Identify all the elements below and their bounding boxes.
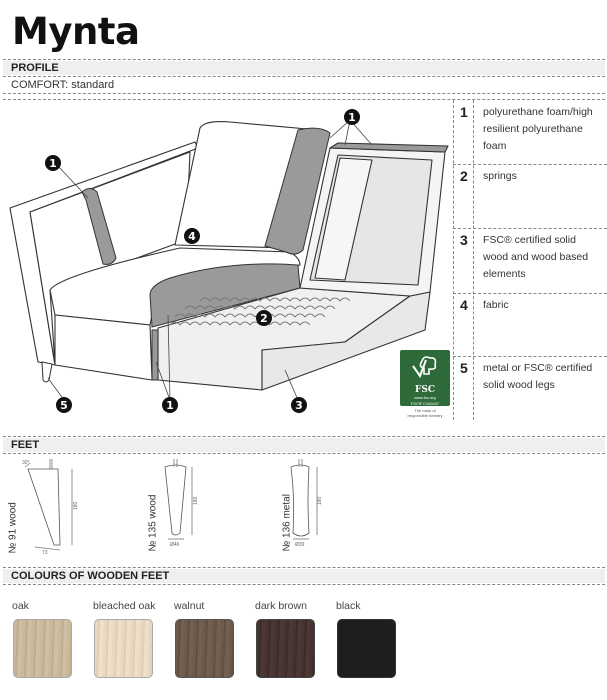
svg-text:4: 4 [188, 230, 196, 243]
divider [3, 76, 605, 77]
legend-text: fabric [483, 299, 509, 311]
divider [3, 567, 605, 568]
callout-2 [256, 310, 272, 326]
divider [3, 436, 605, 437]
sofa-construction-diagram [0, 100, 450, 420]
legend-text: springs [483, 170, 517, 182]
product-title: Mynta [12, 10, 140, 53]
legend-row [453, 228, 607, 292]
swatch-label-oak: oak [12, 600, 29, 612]
legend-number: 1 [460, 104, 468, 120]
fsc-url: www.fsc.org [414, 395, 436, 400]
swatch-label-dark-brown: dark brown [255, 600, 307, 612]
foot-91-angle: 30° [22, 460, 30, 466]
legend-text: metal or FSC® certified solid wood legs [483, 362, 593, 391]
fsc-tagline [398, 408, 452, 418]
svg-text:3: 3 [295, 399, 303, 412]
callout-4 [184, 228, 200, 244]
callout-1-armrest [45, 155, 61, 171]
fsc-code: FSC® C100437 [410, 401, 440, 406]
callout-1-seat [162, 397, 178, 413]
legend-row [453, 356, 607, 420]
swatch-walnut[interactable] [175, 619, 234, 678]
foot-91-width: 73 [42, 550, 48, 555]
fsc-tagline-1: The mark of [414, 408, 436, 413]
legend-text: FSC® certified solid wood and wood based elements [483, 234, 589, 280]
feet-drawings [0, 455, 607, 555]
legend-row [453, 164, 607, 228]
foot-135-label: № 135 wood [147, 494, 159, 552]
svg-text:1: 1 [49, 157, 57, 170]
swatch-label-black: black [336, 600, 361, 612]
fsc-tagline-2: responsible forestry [407, 413, 443, 418]
fsc-tree-icon [410, 354, 440, 380]
legend-row [453, 293, 607, 357]
foot-135-drawing [147, 455, 210, 555]
section-header-feet: FEET [3, 438, 605, 452]
legend-text: polyurethane foam/high resilient polyurethane foam [483, 106, 593, 152]
swatch-dark-brown[interactable] [256, 619, 315, 678]
foot-136-label: № 136 metal [281, 494, 293, 552]
comfort-label: COMFORT: standard [11, 79, 115, 91]
foot-91-label: № 91 wood [7, 502, 19, 554]
legend-row [453, 100, 607, 164]
foot-135-diameter: Ø46 [170, 542, 180, 548]
svg-text:1: 1 [348, 111, 356, 124]
swatch-bleached-oak[interactable] [94, 619, 153, 678]
foot-136-diameter: Ø39 [295, 542, 305, 548]
svg-text:1: 1 [166, 399, 174, 412]
legend-number: 3 [460, 232, 468, 248]
divider [3, 59, 605, 60]
callout-5 [56, 397, 72, 413]
fsc-logo [400, 350, 450, 406]
foot-136-height: 180 [317, 496, 323, 505]
svg-text:5: 5 [60, 399, 68, 412]
callout-3 [291, 397, 307, 413]
foot-135-height: 180 [193, 496, 199, 505]
swatch-label-bleached-oak: bleached oak [93, 600, 156, 612]
materials-legend [453, 100, 607, 420]
swatch-label-walnut: walnut [174, 600, 205, 612]
sofa-illustration [0, 100, 450, 420]
divider [3, 584, 605, 585]
legend-number: 2 [460, 168, 468, 184]
divider [3, 453, 605, 454]
foot-91-height: 180 [73, 501, 79, 510]
section-header-colours: COLOURS OF WOODEN FEET [3, 569, 605, 583]
legend-number: 5 [460, 360, 468, 376]
swatch-black[interactable] [337, 619, 396, 678]
swatch-oak[interactable] [13, 619, 72, 678]
fsc-name: FSC [414, 385, 436, 395]
svg-text:2: 2 [260, 312, 268, 325]
divider [3, 93, 605, 94]
section-header-profile: PROFILE [3, 61, 605, 75]
legend-number: 4 [460, 297, 468, 313]
callout-1-back [344, 109, 360, 125]
